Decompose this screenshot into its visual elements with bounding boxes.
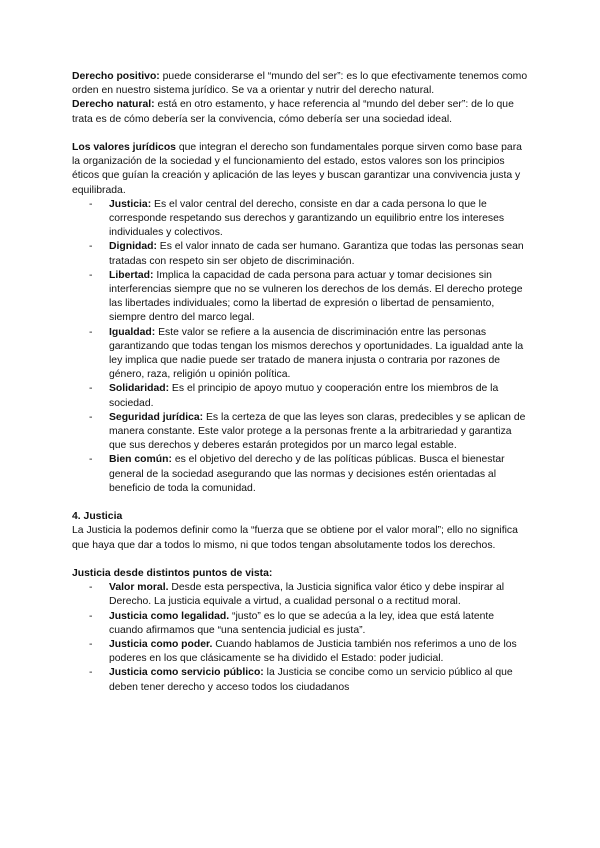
list-item — [72, 326, 530, 383]
derecho-natural-label: Derecho natural: — [72, 99, 155, 111]
list-item-text: Cuando hablamos de Justicia también nos referimos a uno de los poderes en los que clásicamente se ha dividido el Estado: poder judicial. — [109, 639, 517, 665]
justicia-heading-text: 4. Justicia — [72, 511, 123, 523]
list-item — [72, 269, 530, 326]
list-item-label: Bien común: — [109, 454, 172, 466]
derecho-positivo-paragraph — [72, 70, 530, 98]
list-item — [72, 382, 530, 410]
spacer — [72, 496, 530, 510]
valores-paragraph — [72, 141, 530, 198]
puntos-heading — [72, 567, 530, 581]
document-page — [72, 70, 530, 695]
spacer — [72, 127, 530, 141]
list-item-label: Igualdad: — [109, 326, 156, 338]
justicia-heading — [72, 510, 530, 524]
list-item — [72, 240, 530, 268]
list-item-text: es el objetivo del derecho y de las políticas públicas. Busca el bienestar general de la sociedad asegurando que las normas y decisiones estén orientadas al beneficio de toda la comunidad. — [109, 454, 505, 494]
list-item-label: Valor moral. — [109, 582, 169, 594]
list-item-label: Solidaridad: — [109, 383, 170, 395]
list-item-label: Justicia como legalidad. — [109, 610, 230, 622]
list-item — [72, 453, 530, 496]
justicia-paragraph: La Justicia la podemos definir como la “fuerza que se obtiene por el valor moral”; ello no significa que haya que dar a todos lo mismo, ni que todos tengan absolutamente todos los derechos. — [72, 525, 518, 551]
list-item — [72, 411, 530, 454]
list-item — [72, 666, 530, 694]
list-item — [72, 638, 530, 666]
list-item-label: Justicia: — [109, 198, 152, 210]
list-item — [72, 198, 530, 241]
list-item-text: Desde esta perspectiva, la Justicia significa valor ético y debe inspirar al Derecho. La justicia equivale a virtud, a cualidad personal o a rectitud moral. — [109, 582, 505, 608]
list-item-text: “justo” es lo que se adecúa a la ley, idea que está latente cuando afirmamos que “una sentencia judicial es justa”. — [109, 610, 495, 636]
puntos-heading-text: Justicia desde distintos puntos de vista: — [72, 568, 273, 580]
list-item-label: Libertad: — [109, 269, 154, 281]
list-item-text: Este valor se refiere a la ausencia de discriminación entre las personas garantizando que todas tengan los mismos derechos y oportunidades. La igualdad ante la ley implica que nadie puede ser tratado de manera injusta o contraria por razones de género, raza, religión u opinión política. — [109, 326, 524, 381]
list-item-label: Dignidad: — [109, 241, 157, 253]
list-item-text: Es el principio de apoyo mutuo y cooperación entre los miembros de la sociedad. — [109, 383, 499, 409]
list-item-text: Implica la capacidad de cada persona para actuar y tomar decisiones sin interferencias siempre que no se vulneren los derechos de los demás. El derecho protege las libertades individuales; como la libertad de expresión o libertad de pensamiento, siempre dentro del marco legal. — [109, 269, 523, 324]
list-item-label: Justicia como poder. — [109, 639, 213, 651]
list-item — [72, 610, 530, 638]
list-item-label: Seguridad jurídica: — [109, 411, 204, 423]
list-item-label: Justicia como servicio público: — [109, 667, 264, 679]
valores-text: que integran el derecho son fundamentales porque sirven como base para la organización de la sociedad y el funcionamiento del estado, estos valores son los principios éticos que guían la creación y aplicación de las leyes y buscan garantizar una convivencia justa y equilibrada. — [72, 142, 522, 196]
derecho-natural-text: está en otro estamento, y hace referencia al “mundo del deber ser”: de lo que trata es de cómo debería ser la convivencia, cómo debería ser una sociedad ideal. — [72, 99, 514, 125]
list-item — [72, 581, 530, 609]
valores-list — [72, 198, 530, 496]
spacer — [72, 553, 530, 567]
list-item-text: Es la certeza de que las leyes son claras, predecibles y se aplican de manera constante. Este valor protege a la personas frente a la arbitrariedad y garantiza que sus derechos y deberes estarán protegidos por un marco legal estable. — [109, 411, 526, 452]
derecho-positivo-label: Derecho positivo: — [72, 71, 160, 82]
derecho-positivo-text: puede considerarse el “mundo del ser”: es lo que efectivamente tenemos como orden en nuestro sistema jurídico. Se va a orientar y nutrir del derecho natural. — [72, 71, 528, 97]
list-item-text: Es el valor central del derecho, consiste en dar a cada persona lo que le corresponde respetando sus derechos y garantizando un equilibrio entre los intereses individuales y colectivos. — [109, 198, 505, 239]
list-item-text: la Justicia se concibe como un servicio público al que deben tener derecho y acceso todos los ciudadanos — [109, 667, 513, 693]
puntos-list — [72, 581, 530, 695]
derecho-natural-paragraph — [72, 98, 530, 126]
list-item-text: Es el valor innato de cada ser humano. Garantiza que todas las personas sean tratadas con respeto sin ser objeto de discriminación. — [109, 241, 524, 267]
valores-label: Los valores jurídicos — [72, 142, 176, 153]
